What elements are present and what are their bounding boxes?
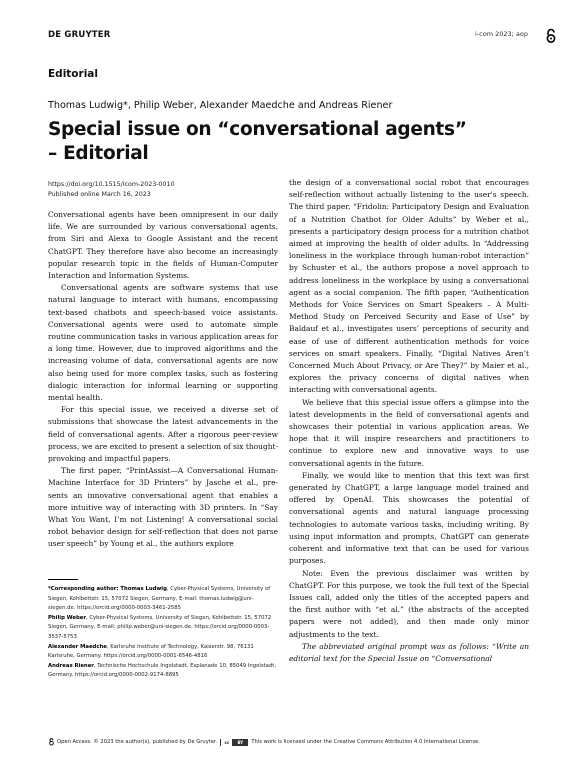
body-column-right — [289, 177, 529, 665]
license-bar — [48, 738, 568, 746]
paragraph: We believe that this special issue offers a glimpse into the latest developments in the field of conversational agents and showcases their potential in various application areas. We hope that it will inspire researchers and practitioners to continue to explore new and innovative ways to use conversational agents in the future. — [289, 397, 529, 468]
footnote-author: *Corresponding author: Thomas Ludwig — [48, 586, 167, 592]
footnote-text: , Karlsruhe Institute of Technology, Kaiserstr. 98, 76131 Karlsruhe, Germany. https://orcid.org/0000-0001-6546-4816 — [48, 643, 254, 660]
footnote-entry — [48, 662, 280, 681]
open-access-notice: Open Access. © 2023 the author(s), published by De Gruyter. — [57, 739, 218, 745]
footnote-author: Andreas Riener — [48, 662, 94, 669]
footnote-entry — [48, 585, 280, 614]
article-title: Special issue on “conversational agents” – Editorial — [48, 119, 467, 164]
open-access-icon — [544, 28, 558, 44]
section-label: Editorial — [48, 68, 98, 80]
journal-reference: i-com 2023; aop — [475, 30, 528, 38]
paragraph: The first paper, “PrintAssist—A Conversational Human-Machine Interface for 3D Printers” by Jasche et al., pre-sents an innovative conversational agent that enables a more intuitive way of interacting with 3D printers. In “Say What You Want, I’m not Listening! A conversational social robot behavior design for self-reflection that does not parse user speech” by Young et al., the authors explore — [48, 466, 278, 549]
footnote-entry — [48, 614, 280, 643]
cc-badge-left: cc — [221, 739, 233, 746]
footnote-text: , Technische Hochschule Ingolstadt, Esplanade 10, 85049 Ingolstadt, Germany. https://orcid.org/0000-0002-9174-8895 — [48, 662, 277, 679]
article-meta — [48, 180, 175, 200]
footnote-text: , Cyber-Physical Systems, University of Siegen, Kohlbettstr. 15, 57072 Siegen, Germany, E-mail: philip.weber@uni-siegen.de. https://orcid.org/0000-0003-3537-5753 — [48, 614, 272, 640]
paragraph: the design of a conversational social robot that encourages self-reflection without actually listening to the user's speech. The third paper, “Fridolin: Participatory Design and Evaluation of a Nutrition Chatbot for Older Adults” by Weber et al., presents a participatory design process for a nutrition chatbot aimed at improving the health of older adults. In “Addressing loneliness in the workplace through human-robot interaction” by Schuster et al., the authors propose a novel approach to address loneliness in the workplace by using a conversational agent as a social companion. The fifth paper, “Authentication Methods for Voice Services on Smart Speakers – A Multi-Method Study on Perceived Security and Ease of Use” by Baldauf et al., investigates users’ perceptions of security and ease of use of different authentication methods for voice services on smart speakers. Finally, “Digital Natives Aren’t Concerned Much About Privacy, or Are They?” by Maier et al., explores the privacy concerns of digital natives when interacting with conversational agents. — [289, 178, 529, 395]
footnote-author: Philip Weber — [48, 614, 86, 621]
cc-by-badge-icon[interactable] — [220, 739, 248, 746]
paragraph: Finally, we would like to mention that this text was first generated by ChatGPT, a large language model trained and offered by OpenAI. This showcases the potential of conversational agents and natural language processing technologies to automate various tasks, including writing. By using input information and prompts, ChatGPT can generate coherent and informative text that can be used for various purposes. — [289, 470, 529, 566]
doi-link[interactable]: https://doi.org/10.1515/icom-2023-0010 — [48, 181, 175, 188]
paragraph: Conversational agents are software systems that use natural language to interact with humans, encompassing text-based chatbots and speech-based voice assistants. Conversational agents were used to automate simple routine communication tasks in various application areas for a long time. However, due to improved algorithms and the increasing volume of data, conversational agents are now also being used for more complex tasks, such as fostering dialogic interaction for informal learning or supporting mental health. — [48, 283, 278, 403]
license-statement: This work is licensed under the Creative Commons Attribution 4.0 International License. — [251, 739, 480, 745]
paragraph — [289, 641, 529, 665]
paragraph: Conversational agents have been omnipresent in our daily life. We are surrounded by various conversational agents, from Siri and Alexa to Google Assistant and the recent ChatGPT. They therefore have also become an increasingly popular research topic in the fields of Human-Computer Interaction and Information Systems. — [48, 210, 278, 281]
page-header — [0, 0, 576, 46]
body-column-left — [48, 209, 278, 551]
footnote-text: , Cyber-Physical Systems, University of Siegen, Kohlbettstr. 15, 57072 Siegen, Germany, E-mail: thomas.ludwig@uni-siegen.de. https://orcid.org/0000-0003-3461-2585 — [48, 586, 271, 612]
author-list: Thomas Ludwig*, Philip Weber, Alexander Maedche and Andreas Riener — [48, 100, 393, 111]
publisher-name: DE GRUYTER — [48, 30, 111, 40]
open-access-small-icon — [48, 738, 55, 746]
paragraph: For this special issue, we received a diverse set of submissions that showcase the latest advancements in the field of conversational agents. After a rigorous peer-review process, we are excited to present a selection of six thought-provoking and impactful papers. — [48, 405, 278, 464]
published-date: Published online March 16, 2023 — [48, 191, 151, 198]
paragraph-italic: The abbreviated original prompt was as follows: “Write an editorial text for the Special Issue on “Conversational — [289, 641, 529, 663]
footnote-author: Alexander Maedche — [48, 643, 107, 650]
footnote-divider — [48, 579, 78, 580]
author-affiliations — [48, 585, 280, 681]
cc-badge-right: BY — [233, 739, 247, 746]
footnote-entry — [48, 643, 280, 662]
paragraph: Note: Even the previous disclaimer was written by ChatGPT. For this purpose, we took the full text of the Special Issues call, added only the titles of the accepted papers and the first author with “et al.” (the abstracts of the accepted papers were not added), and then made only minor adjustments to the text. — [289, 568, 529, 639]
